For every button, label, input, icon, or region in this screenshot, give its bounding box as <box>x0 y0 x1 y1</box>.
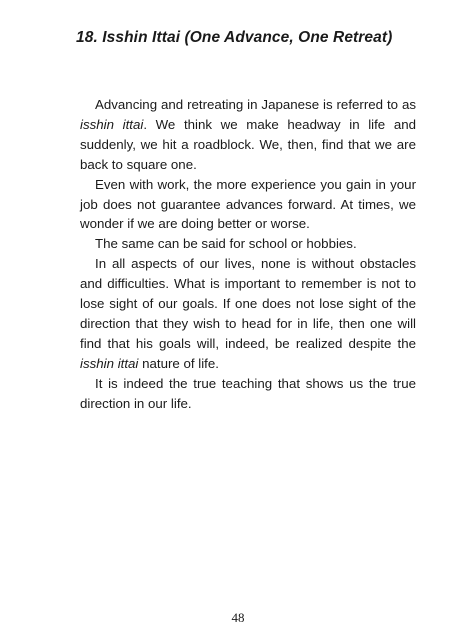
text-segment: It is indeed the true teaching that shows us the true direction in our life. <box>80 375 416 411</box>
paragraph <box>80 254 416 373</box>
text-segment: nature of life. <box>138 355 219 371</box>
paragraph <box>80 374 416 414</box>
page-number: 48 <box>231 610 245 625</box>
chapter-title: 18. Isshin Ittai (One Advance, One Retreat) <box>76 29 393 46</box>
italic-term: isshin ittai <box>80 116 144 132</box>
text-segment: . We think we make headway in life and suddenly, we hit a roadblock. We, then, find that we are back to square one. <box>80 116 416 172</box>
body-text <box>80 95 416 414</box>
paragraph <box>80 95 416 175</box>
paragraph <box>80 175 416 235</box>
text-segment: Even with work, the more experience you gain in your job does not guarantee advances forward. At times, we wonder if we are doing better or worse. <box>80 176 416 232</box>
paragraph <box>80 234 416 254</box>
text-segment: The same can be said for school or hobbies. <box>95 236 357 252</box>
text-segment: In all aspects of our lives, none is without obstacles and difficulties. What is important to remember is not to lose sight of our goals. If one does not lose sight of the direction that they wish to head for in life, then one will find that his goals will, indeed, be realized despite the <box>80 256 416 351</box>
text-segment: Advancing and retreating in Japanese is referred to as <box>95 97 416 112</box>
italic-term: isshin ittai <box>80 355 139 371</box>
